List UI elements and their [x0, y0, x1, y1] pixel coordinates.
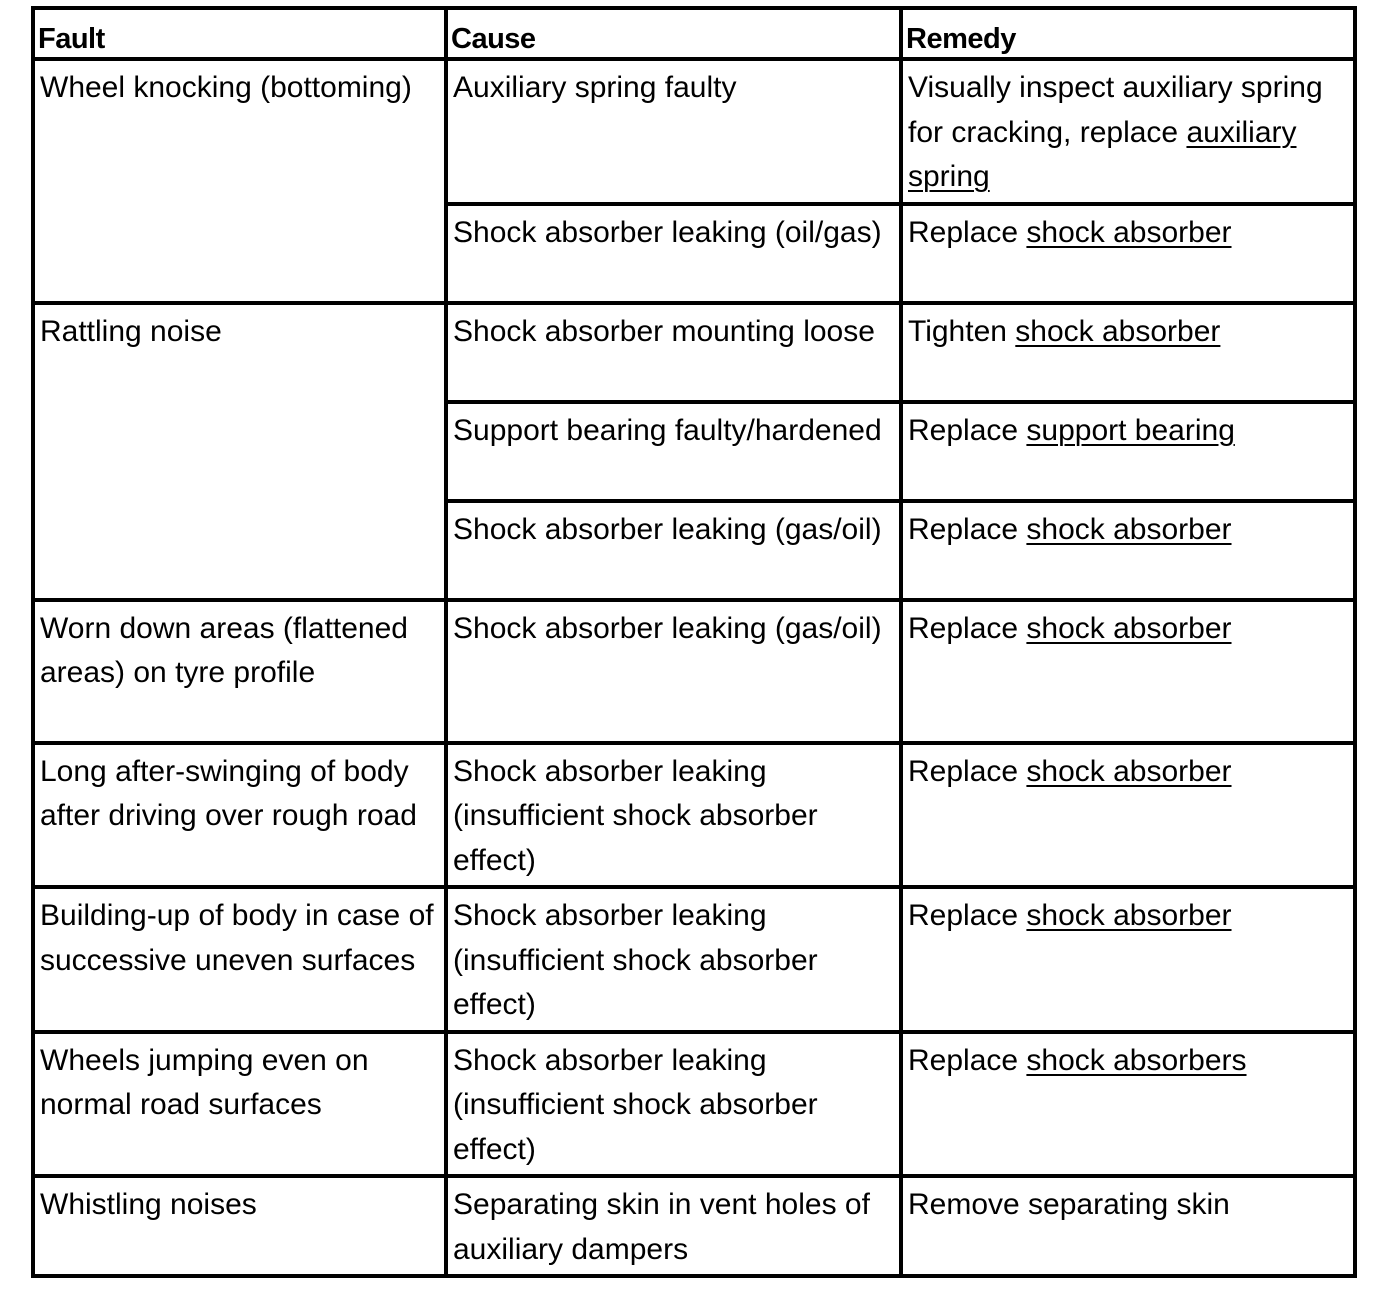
remedy-link[interactable]: shock absorber [1026, 215, 1232, 249]
remedy-cell [901, 743, 1355, 888]
header-remedy: Remedy [901, 8, 1355, 59]
remedy-cell [901, 501, 1355, 600]
table-row [33, 303, 1355, 402]
fault-cell: Building-up of body in case of successive uneven surfaces [33, 887, 446, 1032]
table-row [33, 59, 1355, 204]
cause-cell: Auxiliary spring faulty [446, 59, 901, 204]
remedy-link[interactable]: shock absorber [1026, 754, 1232, 788]
remedy-cell [901, 59, 1355, 204]
fault-cause-remedy-table [31, 6, 1357, 1278]
cause-cell: Support bearing faulty/hardened [446, 402, 901, 501]
cause-cell: Shock absorber mounting loose [446, 303, 901, 402]
remedy-text: Replace [908, 899, 1027, 932]
table-row [33, 887, 1355, 1032]
remedy-text: Replace [908, 754, 1027, 788]
remedy-link[interactable]: shock absorber [1026, 512, 1232, 546]
remedy-cell [901, 402, 1355, 501]
fault-cell: Worn down areas (flattened areas) on tyre profile [33, 600, 446, 743]
table-row [33, 600, 1355, 743]
remedy-text: Replace [908, 1043, 1027, 1077]
table-row [33, 1176, 1355, 1276]
remedy-link[interactable]: shock absorber [1026, 899, 1232, 932]
remedy-cell [901, 303, 1355, 402]
remedy-cell [901, 1032, 1355, 1177]
remedy-cell [901, 600, 1355, 743]
remedy-link[interactable]: support bearing [1026, 413, 1235, 447]
fault-cell: Rattling noise [33, 303, 446, 600]
fault-cell: Whistling noises [33, 1176, 446, 1276]
remedy-link[interactable]: auxiliary spring [908, 115, 1297, 193]
cause-cell: Shock absorber leaking (insufficient shock absorber effect) [446, 743, 901, 888]
header-fault: Fault [33, 8, 446, 59]
cause-cell: Shock absorber leaking (oil/gas) [446, 204, 901, 303]
remedy-cell [901, 1176, 1355, 1276]
header-cause: Cause [446, 8, 901, 59]
remedy-text: Replace [908, 512, 1027, 546]
remedy-link[interactable]: shock absorber [1026, 611, 1232, 645]
fault-cell: Long after-swinging of body after driving over rough road [33, 743, 446, 888]
cause-cell: Separating skin in vent holes of auxiliary dampers [446, 1176, 901, 1276]
cause-cell: Shock absorber leaking (gas/oil) [446, 501, 901, 600]
header-row [33, 8, 1355, 59]
cause-cell: Shock absorber leaking (insufficient shock absorber effect) [446, 1032, 901, 1177]
remedy-text: Replace [908, 215, 1027, 249]
remedy-text: Replace [908, 611, 1027, 645]
remedy-cell [901, 204, 1355, 303]
fault-cell: Wheel knocking (bottoming) [33, 59, 446, 303]
remedy-text: Visually inspect auxiliary spring for cracking, replace [908, 71, 1323, 149]
fault-cell: Wheels jumping even on normal road surfaces [33, 1032, 446, 1177]
remedy-text: Tighten [908, 314, 1016, 348]
remedy-cell [901, 887, 1355, 1032]
remedy-text: Remove separating skin [908, 1188, 1230, 1221]
cause-cell: Shock absorber leaking (insufficient shock absorber effect) [446, 887, 901, 1032]
table-row [33, 743, 1355, 888]
table-row [33, 1032, 1355, 1177]
remedy-text: Replace [908, 413, 1027, 447]
remedy-link[interactable]: shock absorber [1015, 314, 1221, 348]
remedy-link[interactable]: shock absorbers [1026, 1043, 1247, 1077]
cause-cell: Shock absorber leaking (gas/oil) [446, 600, 901, 743]
